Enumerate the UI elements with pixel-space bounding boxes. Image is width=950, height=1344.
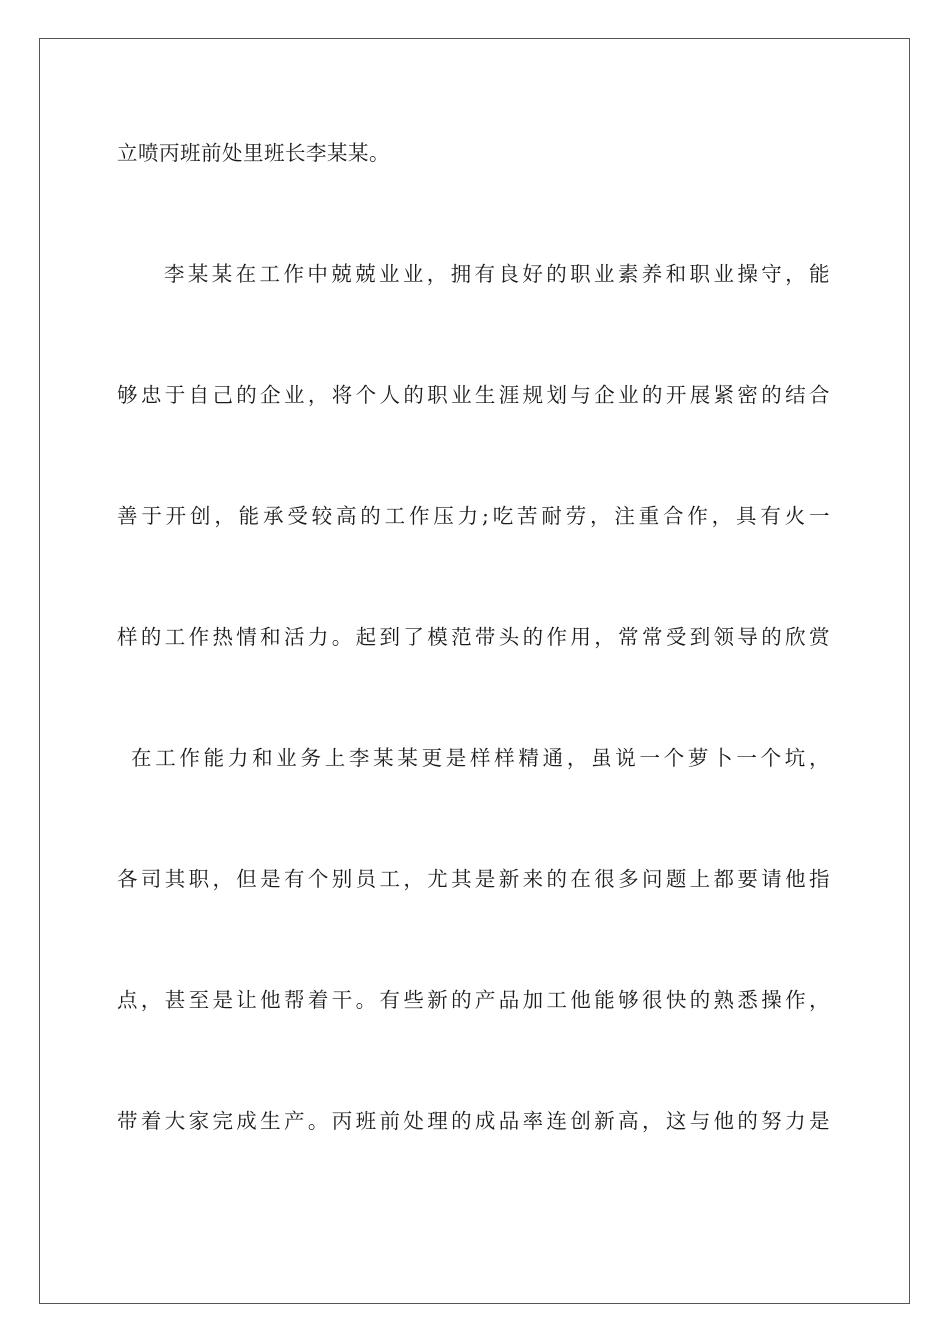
- text-line-1: 立喷丙班前处里班长李某某。: [117, 141, 390, 165]
- text-line-5: 样的工作热情和活力。起到了模范带头的作用，常常受到领导的欣赏: [117, 625, 830, 649]
- text-line-8: 点，甚至是让他帮着干。有些新的产品加工他能够很快的熟悉操作，: [117, 988, 830, 1012]
- text-line-7: 各司其职，但是有个别员工，尤其是新来的在很多问题上都要请他指: [117, 867, 830, 891]
- text-line-9: 带着大家完成生产。丙班前处理的成品率连创新高，这与他的努力是: [117, 1109, 830, 1133]
- text-line-3: 够忠于自己的企业，将个人的职业生涯规划与企业的开展紧密的结合: [117, 383, 830, 407]
- text-line-4: 善于开创，能承受较高的工作压力;吃苦耐劳，注重合作，具有火一: [117, 504, 830, 528]
- text-line-2: 李某某在工作中兢兢业业，拥有良好的职业素养和职业操守，能: [164, 262, 830, 286]
- text-line-6: 在工作能力和业务上李某某更是样样精通，虽说一个萝卜一个坑，: [131, 746, 830, 770]
